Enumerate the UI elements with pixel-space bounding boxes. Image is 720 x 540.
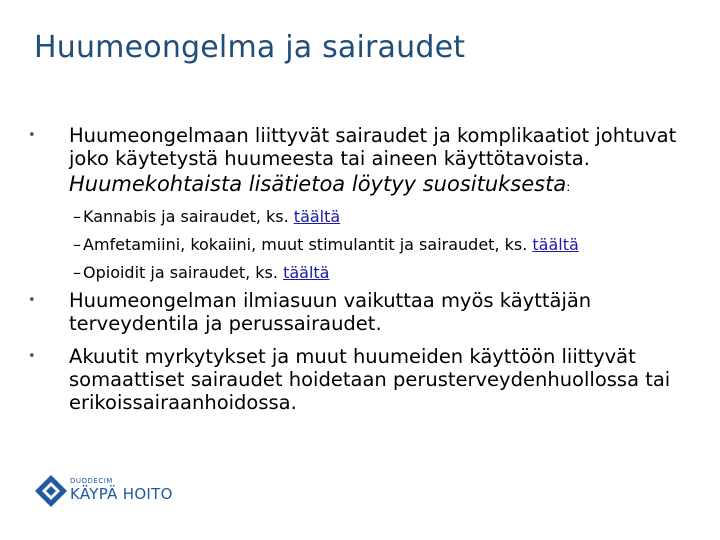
bullet-item [28,345,698,414]
logo-text [70,477,173,503]
dash-icon: – [73,263,81,282]
dash-icon: – [73,207,81,226]
italic-note-text: Huumekohtaista lisätietoa löytyy suosituksesta [69,172,567,196]
bullet-item [28,124,698,200]
italic-note-colon: : [566,180,571,194]
sub-item-text: Opioidit ja sairaudet, ks. [83,263,284,282]
kaypa-hoito-logo [34,470,174,512]
link-stimulantit[interactable]: täältä [532,235,579,254]
bullet-item [28,289,698,335]
link-opioidit[interactable]: täältä [283,263,330,282]
logo-small-text: DUODECIM [70,477,113,485]
bullet-icon: • [28,128,36,143]
sub-item-text: Kannabis ja sairaudet, ks. [83,207,294,226]
slide-title: Huumeongelma ja sairaudet [34,30,466,65]
bullet-text: Huumeongelman ilmiasuun vaikuttaa myös käyttäjän terveydentila ja perussairaudet. [69,289,592,335]
sub-item-kannabis [28,203,698,231]
bullet-text: Akuutit myrkytykset ja muut huumeiden käyttöön liittyvät somaattiset sairaudet hoidetaan perusterveydenhuollossa tai erikoissairaanhoidossa. [69,345,671,414]
logo-big-text: KÄYPÄ HOITO [70,485,173,503]
italic-note [69,171,698,200]
dash-icon: – [73,235,81,254]
bullet-icon: • [28,349,36,364]
sub-item-opioidit [28,259,698,287]
link-kannabis[interactable]: täältä [293,207,341,226]
diamond-logo-icon [34,474,68,508]
slide-content [28,124,698,414]
bullet-icon: • [28,293,36,308]
sub-list [28,203,698,287]
bullet-text: Huumeongelmaan liittyvät sairaudet ja komplikaatiot johtuvat joko käytetystä huumeesta tai aineen käyttötavoista. [69,124,677,170]
sub-item-text: Amfetamiini, kokaiini, muut stimulantit ja sairaudet, ks. [83,235,533,254]
sub-item-stimulantit [28,231,698,259]
